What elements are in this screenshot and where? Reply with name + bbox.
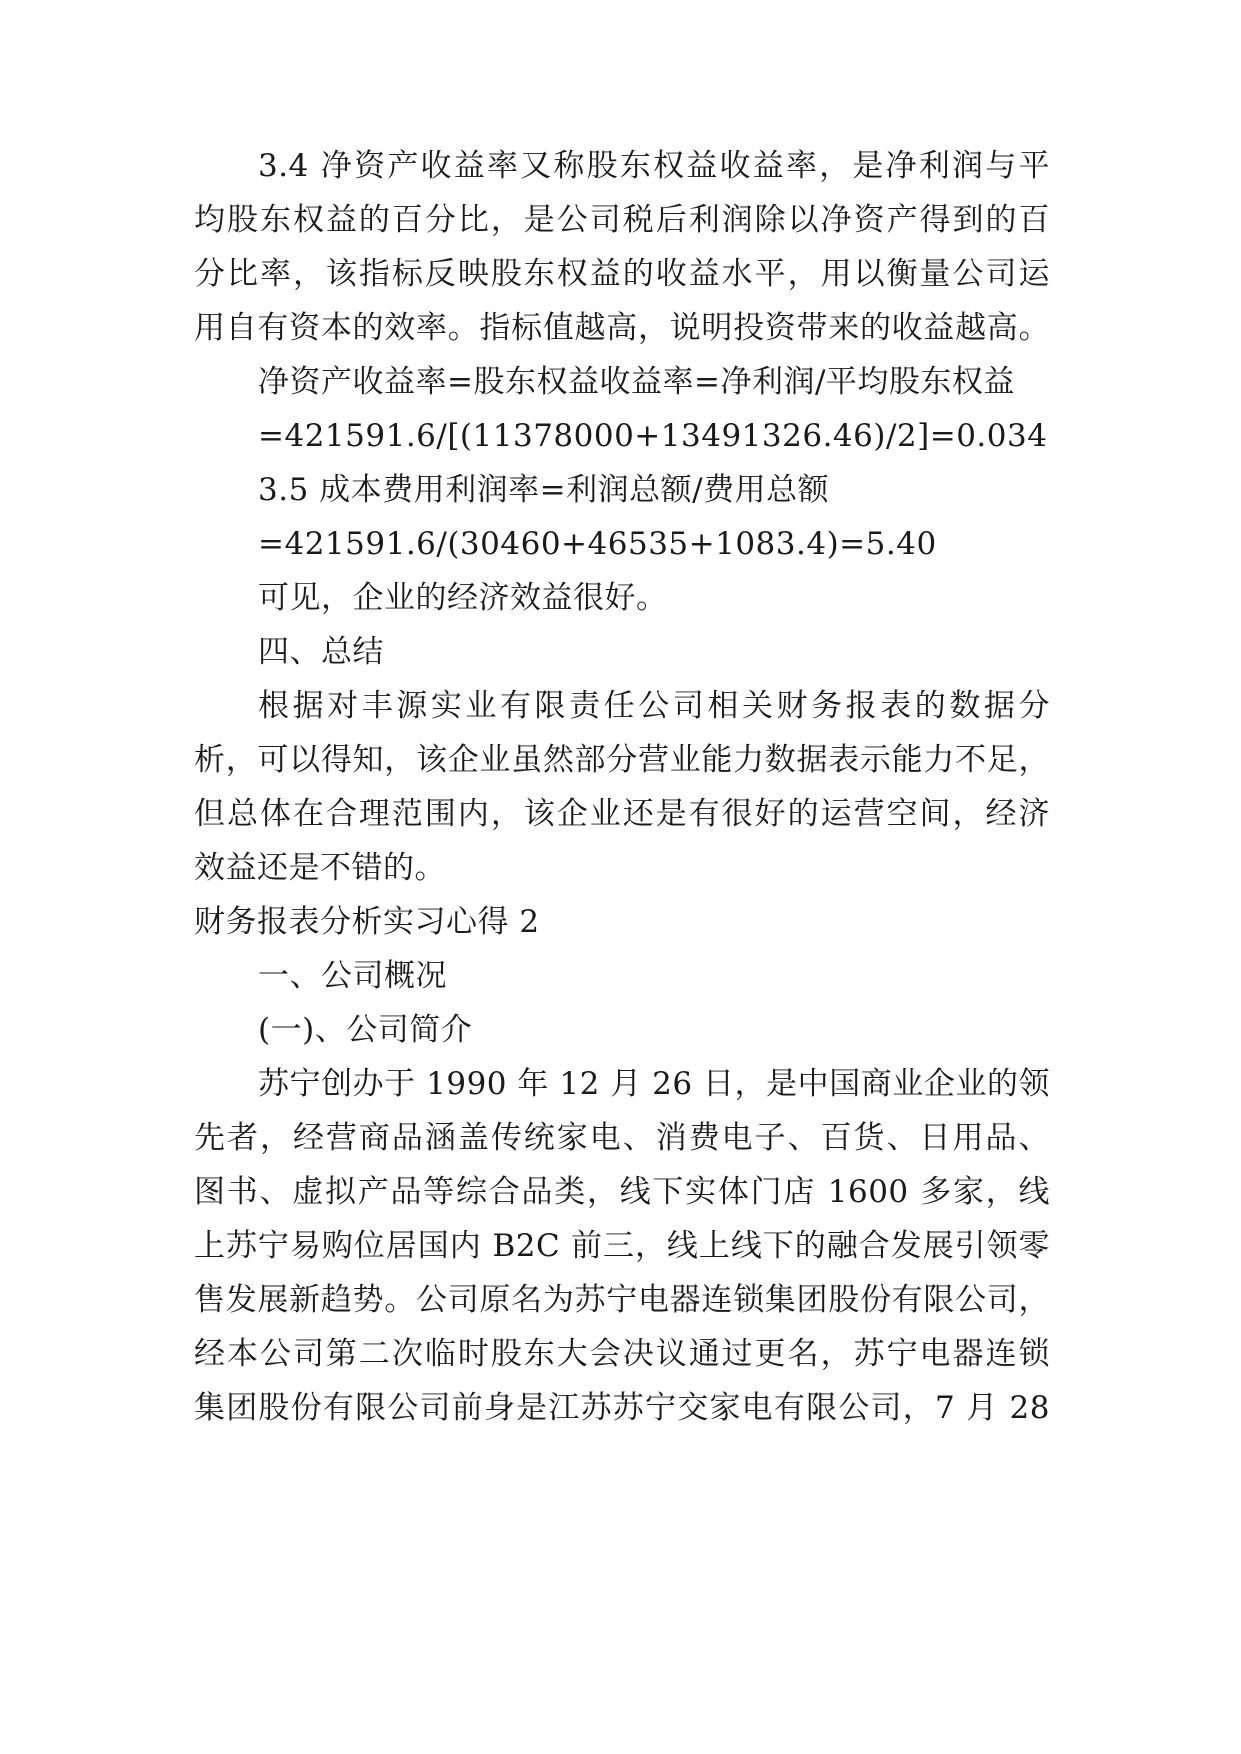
paragraph-line: 经本公司第二次临时股东大会决议通过更名，苏宁电器连锁 [194, 1336, 1050, 1372]
paragraph-line: 上苏宁易购位居国内 B2C 前三，线上线下的融合发展引领零 [194, 1228, 1050, 1264]
formula-line: 净资产收益率=股东权益收益率=净利润/平均股东权益 [258, 364, 1015, 400]
paragraph-line: 效益还是不错的。 [194, 850, 446, 886]
section-heading: 一、公司概况 [258, 958, 447, 994]
paragraph-line: 3.4 净资产收益率又称股东权益收益率，是净利润与平 [258, 148, 1050, 184]
subsection-heading: (一)、公司简介 [258, 1012, 473, 1048]
paragraph-line: 根据对丰源实业有限责任公司相关财务报表的数据分 [258, 688, 1050, 724]
paragraph-line: 可见，企业的经济效益很好。 [258, 580, 668, 616]
section-heading: 四、总结 [258, 634, 384, 670]
formula-line: =421591.6/(30460+46535+1083.4)=5.40 [258, 526, 937, 562]
paragraph-line: 析，可以得知，该企业虽然部分营业能力数据表示能力不足， [194, 742, 1050, 778]
paragraph-line: 先者，经营商品涵盖传统家电、消费电子、百货、日用品、 [194, 1120, 1050, 1156]
document-title: 财务报表分析实习心得 2 [194, 904, 540, 940]
paragraph-line: 分比率，该指标反映股东权益的收益水平，用以衡量公司运 [194, 256, 1050, 292]
paragraph-line: 苏宁创办于 1990 年 12 月 26 日，是中国商业企业的领 [258, 1066, 1050, 1102]
paragraph-line: 图书、虚拟产品等综合品类，线下实体门店 1600 多家，线 [194, 1174, 1050, 1210]
paragraph-line: 集团股份有限公司前身是江苏苏宁交家电有限公司，7 月 28 [194, 1390, 1050, 1426]
paragraph-line: 但总体在合理范围内，该企业还是有很好的运营空间，经济 [194, 796, 1050, 832]
paragraph-line: 均股东权益的百分比，是公司税后利润除以净资产得到的百 [194, 202, 1050, 238]
formula-line: 3.5 成本费用利润率=利润总额/费用总额 [258, 472, 830, 508]
formula-line: =421591.6/[(11378000+13491326.46)/2]=0.034 [258, 418, 1048, 454]
paragraph-line: 用自有资本的效率。指标值越高，说明投资带来的收益越高。 [194, 310, 1050, 346]
paragraph-line: 售发展新趋势。公司原名为苏宁电器连锁集团股份有限公司， [194, 1282, 1050, 1318]
